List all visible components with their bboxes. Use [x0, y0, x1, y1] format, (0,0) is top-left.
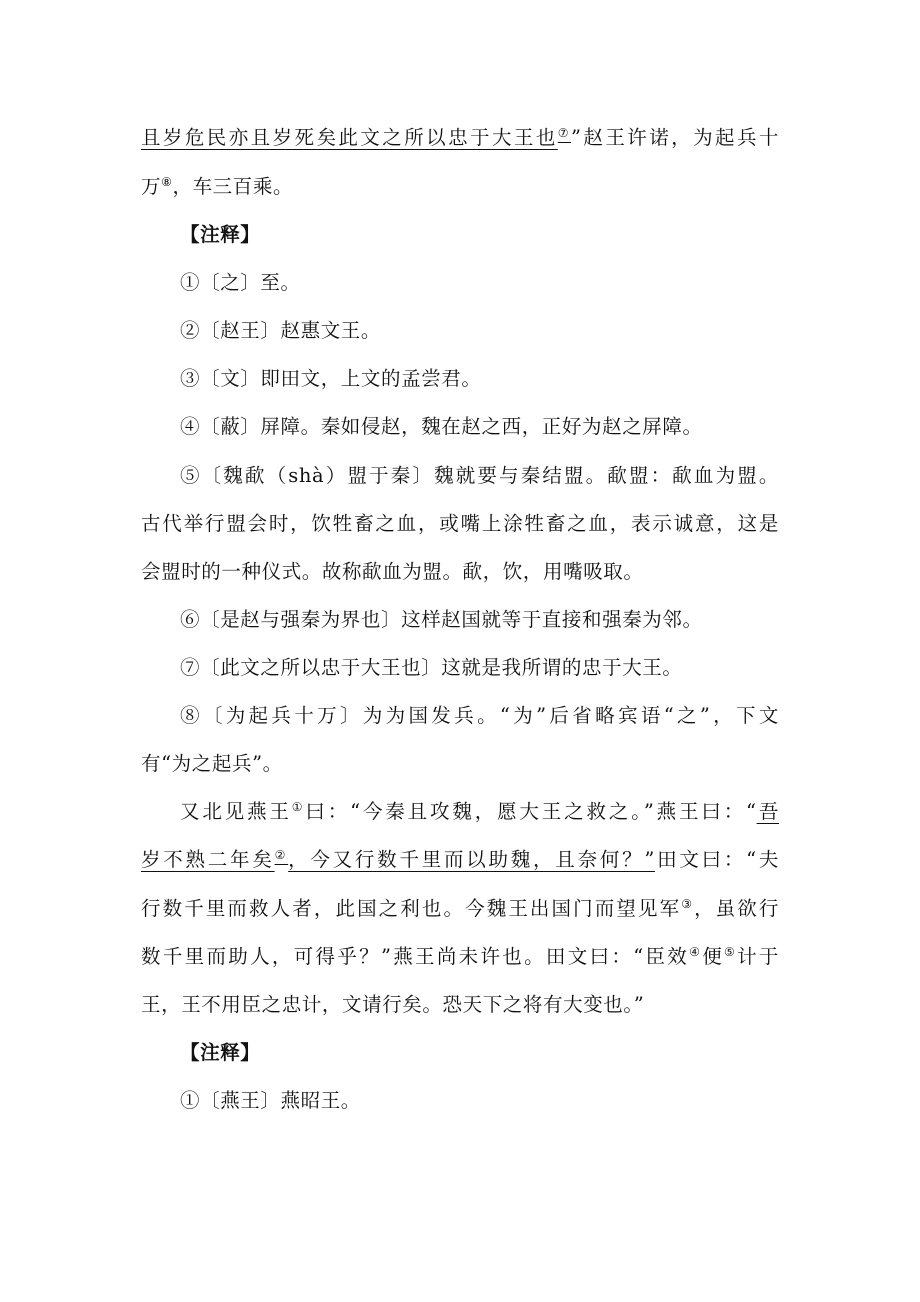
footnote-marker: ④	[689, 945, 703, 959]
passage2-line-2	[141, 845, 779, 875]
note-item: ④〔蔽〕屏障。秦如侵赵，魏在赵之西，正好为赵之屏障。	[180, 415, 703, 438]
passage-text: 便	[702, 945, 725, 968]
passage2-line-3	[141, 894, 779, 924]
passage-text: ”赵王许诺，为起兵十	[571, 126, 779, 149]
note-item-continued: 有“为之起兵”。	[141, 752, 283, 775]
passage-text: 行数千里而救人者，此国之利也。今魏王出国门而望见军	[141, 897, 682, 920]
underlined-text: 吾	[756, 800, 779, 823]
passage1-line-2	[141, 172, 779, 202]
passage1-line-1	[141, 123, 779, 153]
passage-text: 又北见燕王	[180, 800, 292, 823]
footnote-marker: ⑤	[724, 945, 738, 959]
note-item: ③〔文〕即田文，上文的孟尝君。	[180, 367, 482, 390]
passage-text: 万	[141, 175, 162, 198]
footnote-marker: ⑦	[557, 126, 571, 140]
footnote-marker: ①	[291, 800, 306, 814]
footnote-marker: ③	[681, 897, 695, 911]
note-item: ①〔燕王〕燕昭王。	[180, 1089, 361, 1112]
footnote-marker: ②	[274, 848, 289, 862]
note-item: ⑤〔魏歃（shà）盟于秦〕魏就要与秦结盟。歃盟：歃血为盟。	[180, 464, 779, 487]
passage-text: 数千里而助人，可得乎？”燕王尚未许也。田文曰：“臣效	[141, 945, 690, 968]
passage-text: 计于	[737, 945, 780, 968]
footnote-marker: ⑧	[161, 175, 173, 189]
passage-text: 曰：“今秦且攻魏，愿大王之救之。”燕王曰：“	[305, 800, 757, 823]
notes-heading: 【注释】	[180, 223, 261, 246]
underlined-text: 且岁危民亦且岁死矣此文之所以忠于大王也	[141, 126, 558, 149]
passage-text: ，车三百乘。	[172, 175, 294, 198]
note-item: ②〔赵王〕赵惠文王。	[180, 319, 382, 342]
passage2-line-5: 王，王不用臣之忠计，文请行矣。恐天下之将有大变也。”	[141, 993, 645, 1016]
note-item-continued: 会盟时的一种仪式。故称歃血为盟。歃，饮，用嘴吸取。	[141, 560, 644, 583]
passage-text: 田文曰：“夫	[654, 848, 779, 871]
note-item: ⑦〔此文之所以忠于大王也〕这就是我所谓的忠于大王。	[180, 656, 683, 679]
passage-text: ，虽欲行	[694, 897, 780, 920]
underlined-text: ，今又行数千里而以助魏，且奈何？”	[288, 848, 655, 871]
note-item: ①〔之〕至。	[180, 271, 301, 294]
note-item: ⑧〔为起兵十万〕为为国发兵。“为”后省略宾语“之”，下文	[180, 704, 779, 727]
note-item-continued: 古代举行盟会时，饮牲畜之血，或嘴上涂牲畜之血，表示诚意，这是	[141, 512, 779, 535]
passage2-line-1	[180, 797, 779, 827]
notes-heading: 【注释】	[180, 1041, 261, 1064]
underlined-text: 岁不熟二年矣	[141, 848, 275, 871]
note-item: ⑥〔是赵与强秦为界也〕这样赵国就等于直接和强秦为邻。	[180, 608, 703, 631]
passage2-line-4	[141, 942, 779, 972]
